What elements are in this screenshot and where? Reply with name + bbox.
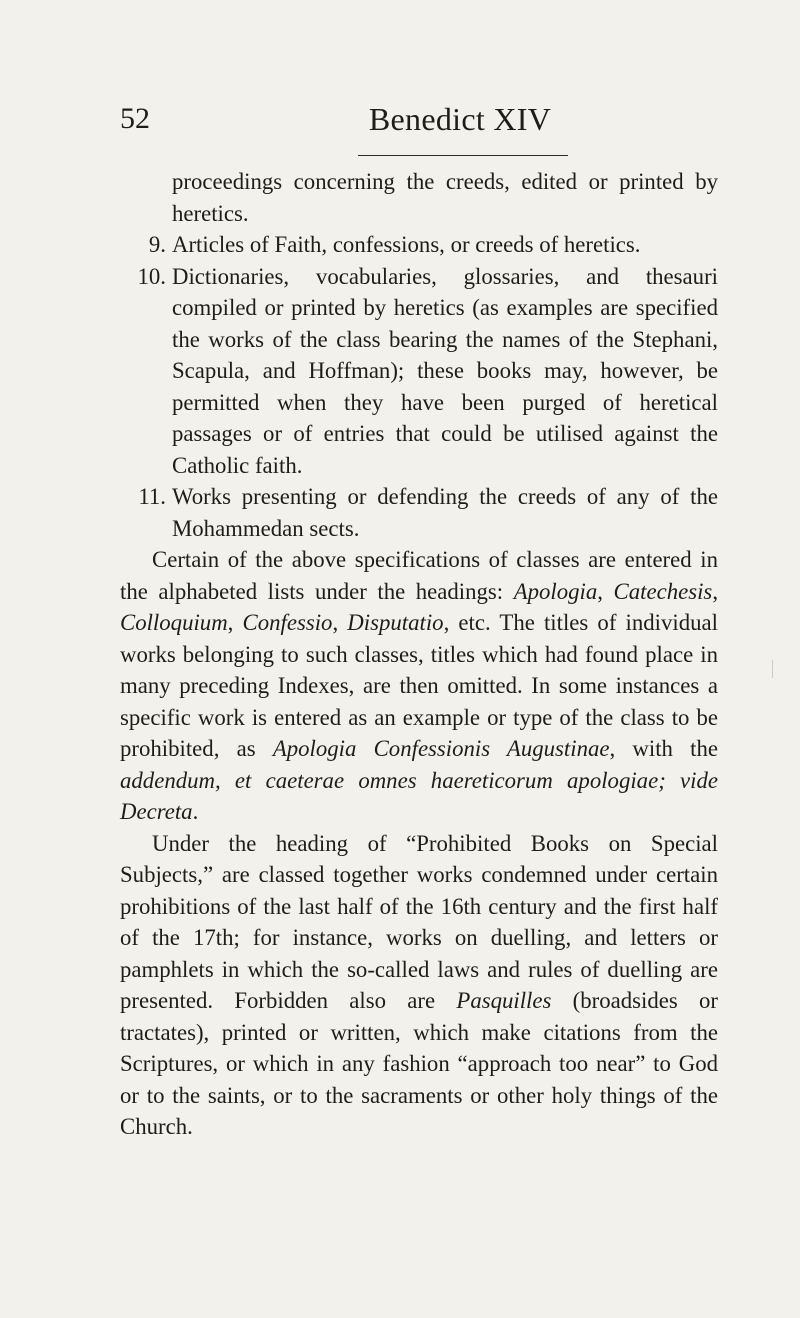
text-run: Under the heading of “Prohibited Books on Special Subjects,” are classed together works condemned under certain prohibitions of the last half of the 16th century and the first half of the 17th; for instance, works on duelling, and letters or pamphlets in which the so-called laws and rules of duelling are presented. Forbidden also are [120,830,718,1013]
pasquilles-term: Pasquilles [456,988,552,1013]
item-number: 11. [138,484,166,509]
heading-apologia: Apologia [513,578,598,604]
list-item-9 [120,229,718,261]
running-title: Benedict XIV [368,101,552,137]
text-run: Certain of the above specifications of classes are entered in the alphabeted lists under the headings: [120,547,718,604]
item-number: 10. [137,263,166,289]
page-header [0,96,800,146]
text-run: , etc. The titles of individual works belonging to such classes, titles which had found place in many preceding Indexes, are then omitted. In some instances a specific work is entered as an example or type of the class to be prohibited, as [120,610,718,761]
continued-item-text: proceedings concerning the creeds, edited or printed by heretics. [172,169,718,226]
paragraph-special-subjects [120,828,718,1143]
text-run: , with the [609,736,719,761]
heading-colloquium: Colloquium [120,610,228,635]
work-title: Apologia Confessionis Augustinae [272,736,610,761]
page-edge-mark [772,660,773,678]
paragraph-classes [120,544,718,828]
text-run: , [597,578,614,604]
text-run: (broadsides or tractates), printed or written, which make citations from the Scriptures, or which in any fashion “approach too near” to God or to the saints, or to the sacraments or other holy things of the Church. [120,988,718,1139]
text-run: . [192,799,199,824]
text-run: , [227,610,243,635]
item-number: 9. [148,232,166,257]
page-number: 52 [120,102,150,135]
heading-catechesis: Catechesis [613,578,713,604]
heading-disputatio: Disputatio [347,610,444,635]
text-run: , [332,610,348,635]
text-run: , [712,578,719,604]
item-text: Works presenting or defending the creeds of any of the Mohammedan sects. [172,484,718,541]
heading-confessio: Confessio [242,610,333,635]
item-text: Articles of Faith, confessions, or creeds of heretics. [172,232,641,257]
header-rule [358,155,568,156]
list-item-11 [120,481,718,544]
page-body [120,166,718,1143]
item-text: Dictionaries, vocabularies, glossaries, and thesauri compiled or printed by heretics (as examples are specified the works of the class bearing the names of the Stephani, Scapula, and Hoffman); these books may, however, be permitted when they have been purged of heretical passages or of entries that could be utilised against the Catholic faith. [172,263,718,478]
addendum-text: addendum, et caeterae omnes haereticorum apologiae; vide Decreta [120,767,718,824]
list-item-10 [120,261,718,482]
